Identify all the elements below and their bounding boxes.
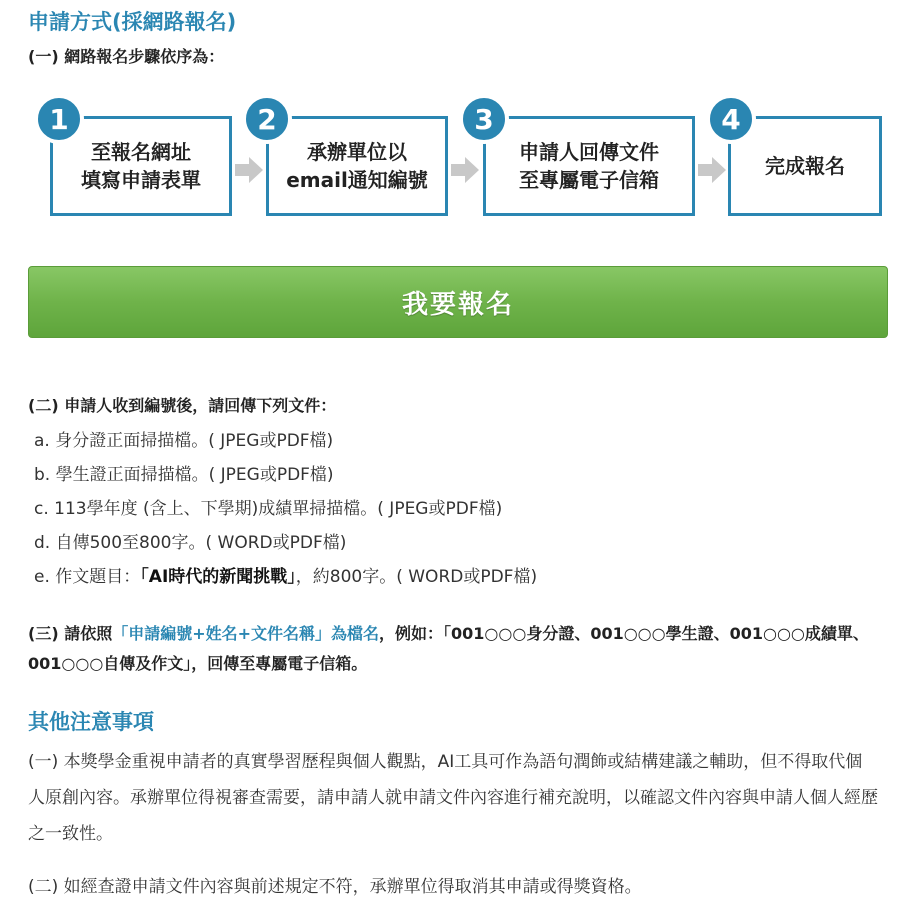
registration-steps	[0, 0, 902, 230]
step-4-number: 4	[706, 94, 756, 144]
arrow-right-icon	[696, 154, 728, 186]
list-item: c. 113學年度 (含上、下學期)成績單掃描檔。( JPEG或PDF檔)	[34, 499, 503, 519]
list-item	[34, 560, 537, 594]
step-2-text: 承辦單位以 email通知編號	[286, 140, 428, 192]
steps-heading: (一) 網路報名步驟依序為：	[28, 47, 225, 66]
apply-section-title: 申請方式(採網路報名)	[28, 10, 237, 34]
step-3-text: 申請人回傳文件 至專屬電子信箱	[519, 140, 659, 192]
naming-prefix: (三) 請依照	[28, 624, 113, 643]
step-2-box	[266, 116, 448, 216]
required-documents-list	[34, 424, 537, 594]
file-naming-instruction	[28, 619, 878, 679]
step-3-number: 3	[459, 94, 509, 144]
list-item: d. 自傳500至800字。( WORD或PDF檔)	[34, 533, 347, 553]
step-3-box	[483, 116, 695, 216]
note-disqualification: (二) 如經查證申請文件內容與前述規定不符，承辦單位得取消其申請或得獎資格。	[28, 877, 642, 897]
step-2-number: 2	[242, 94, 292, 144]
step-1-number: 1	[34, 94, 84, 144]
arrow-right-icon	[449, 154, 481, 186]
essay-topic: 「AI時代的新聞挑戰」	[140, 567, 296, 587]
docs-heading: (二) 申請人收到編號後，請回傳下列文件：	[28, 396, 337, 415]
arrow-right-icon	[233, 154, 265, 186]
register-button[interactable]: 我要報名	[28, 266, 888, 338]
essay-requirement: ，約800字。( WORD或PDF檔)	[295, 567, 538, 587]
list-item: b. 學生證正面掃描檔。( JPEG或PDF檔)	[34, 465, 334, 485]
naming-format: 「申請編號+姓名+文件名稱」為檔名	[112, 624, 380, 643]
list-item: a. 身分證正面掃描檔。( JPEG或PDF檔)	[34, 431, 334, 451]
step-1-text: 至報名網址 填寫申請表單	[81, 140, 201, 192]
note-ai-usage: (一) 本獎學金重視申請者的真實學習歷程與個人觀點，AI工具可作為語句潤飾或結構建議之輔助，但不得取代個人原創內容。承辦單位得視審查需要，請申請人就申請文件內容進行補充說明，以確認文件內容與申請人個人經歷之一致性。	[28, 752, 878, 844]
essay-label: e. 作文題目：	[34, 567, 141, 587]
step-4-text: 完成報名	[765, 154, 845, 178]
notes-section-title: 其他注意事項	[28, 710, 154, 734]
naming-example: ，例如：「001○○○身分證、001○○○學生證、001○○○成績單、001○○○自傳及作文」，回傳至專屬電子信箱。	[28, 624, 869, 673]
